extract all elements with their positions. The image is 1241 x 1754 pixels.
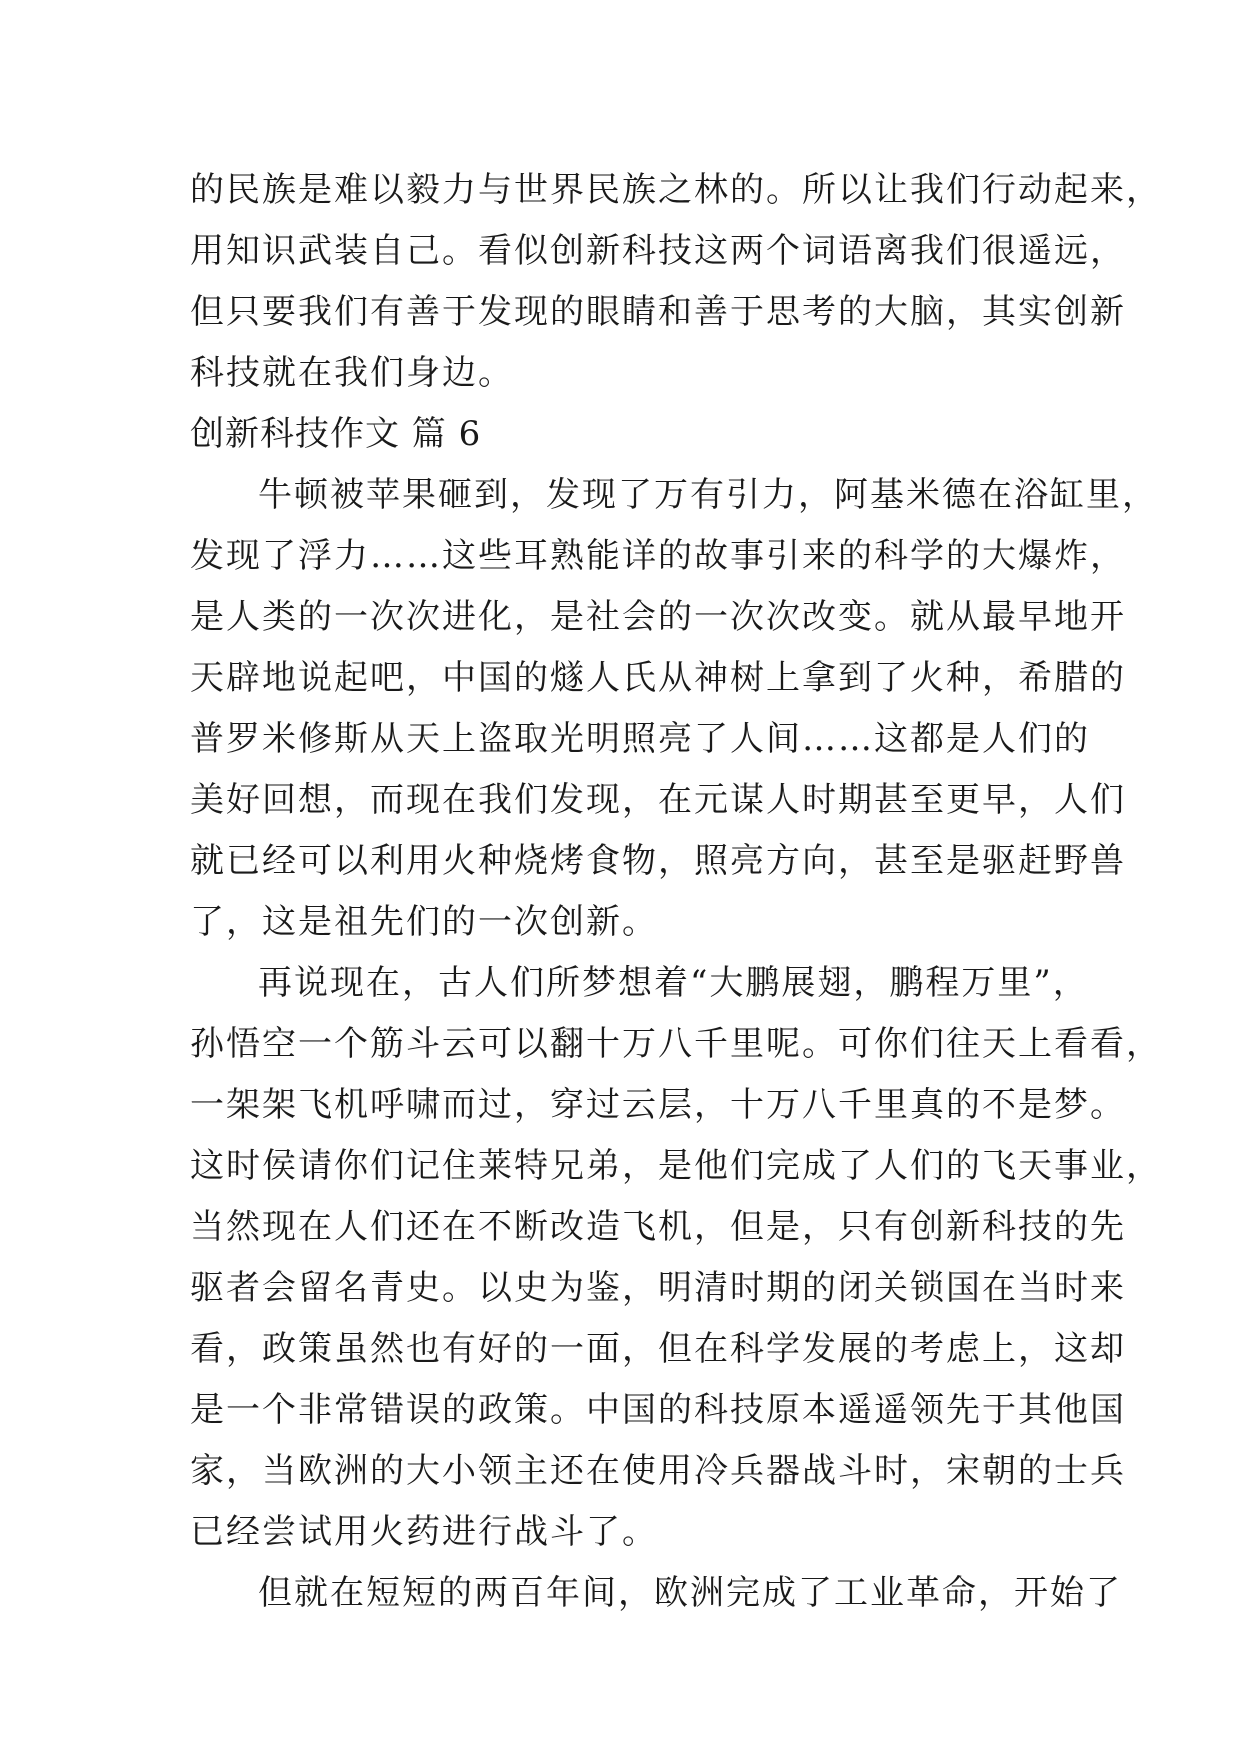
- text-line: 这时侯请你们记住莱特兄弟，是他们完成了人们的飞天事业，: [190, 1146, 1162, 1186]
- text-line: 已经尝试用火药进行战斗了。: [190, 1512, 658, 1552]
- text-line: 但就在短短的两百年间，欧洲完成了工业革命，开始了: [258, 1573, 1122, 1613]
- text-line: 家，当欧洲的大小领主还在使用冷兵器战斗时，宋朝的士兵: [190, 1451, 1126, 1491]
- text-line: 一架架飞机呼啸而过，穿过云层，十万八千里真的不是梦。: [190, 1085, 1126, 1125]
- text-line: 了，这是祖先们的一次创新。: [190, 902, 658, 942]
- text-line: 普罗米修斯从天上盗取光明照亮了人间……这都是人们的: [190, 719, 1090, 759]
- section-heading: 创新科技作文 篇 6: [190, 414, 482, 454]
- document-body: [190, 160, 1162, 1624]
- text-line: 牛顿被苹果砸到，发现了万有引力，阿基米德在浴缸里，: [258, 475, 1158, 515]
- text-line: 用知识武装自己。看似创新科技这两个词语离我们很遥远，: [190, 231, 1126, 271]
- text-line: 但只要我们有善于发现的眼睛和善于思考的大脑，其实创新: [190, 292, 1126, 332]
- text-line: 当然现在人们还在不断改造飞机，但是，只有创新科技的先: [190, 1207, 1126, 1247]
- text-line: 是一个非常错误的政策。中国的科技原本遥遥领先于其他国: [190, 1390, 1126, 1430]
- text-line: 驱者会留名青史。以史为鉴，明清时期的闭关锁国在当时来: [190, 1268, 1126, 1308]
- text-line: 美好回想，而现在我们发现，在元谋人时期甚至更早，人们: [190, 780, 1126, 820]
- text-line: 的民族是难以毅力与世界民族之林的。所以让我们行动起来，: [190, 170, 1162, 210]
- text-line: 孙悟空一个筋斗云可以翻十万八千里呢。可你们往天上看看，: [190, 1024, 1162, 1064]
- text-line: 再说现在，古人们所梦想着“大鹏展翅，鹏程万里”，: [258, 963, 1089, 1003]
- text-line: 发现了浮力……这些耳熟能详的故事引来的科学的大爆炸，: [190, 536, 1126, 576]
- text-line: 天辟地说起吧，中国的燧人氏从神树上拿到了火种，希腊的: [190, 658, 1126, 698]
- text-line: 看，政策虽然也有好的一面，但在科学发展的考虑上，这却: [190, 1329, 1126, 1369]
- text-line: 是人类的一次次进化，是社会的一次次改变。就从最早地开: [190, 597, 1126, 637]
- text-line: 科技就在我们身边。: [190, 353, 514, 393]
- text-line: 就已经可以利用火种烧烤食物，照亮方向，甚至是驱赶野兽: [190, 841, 1126, 881]
